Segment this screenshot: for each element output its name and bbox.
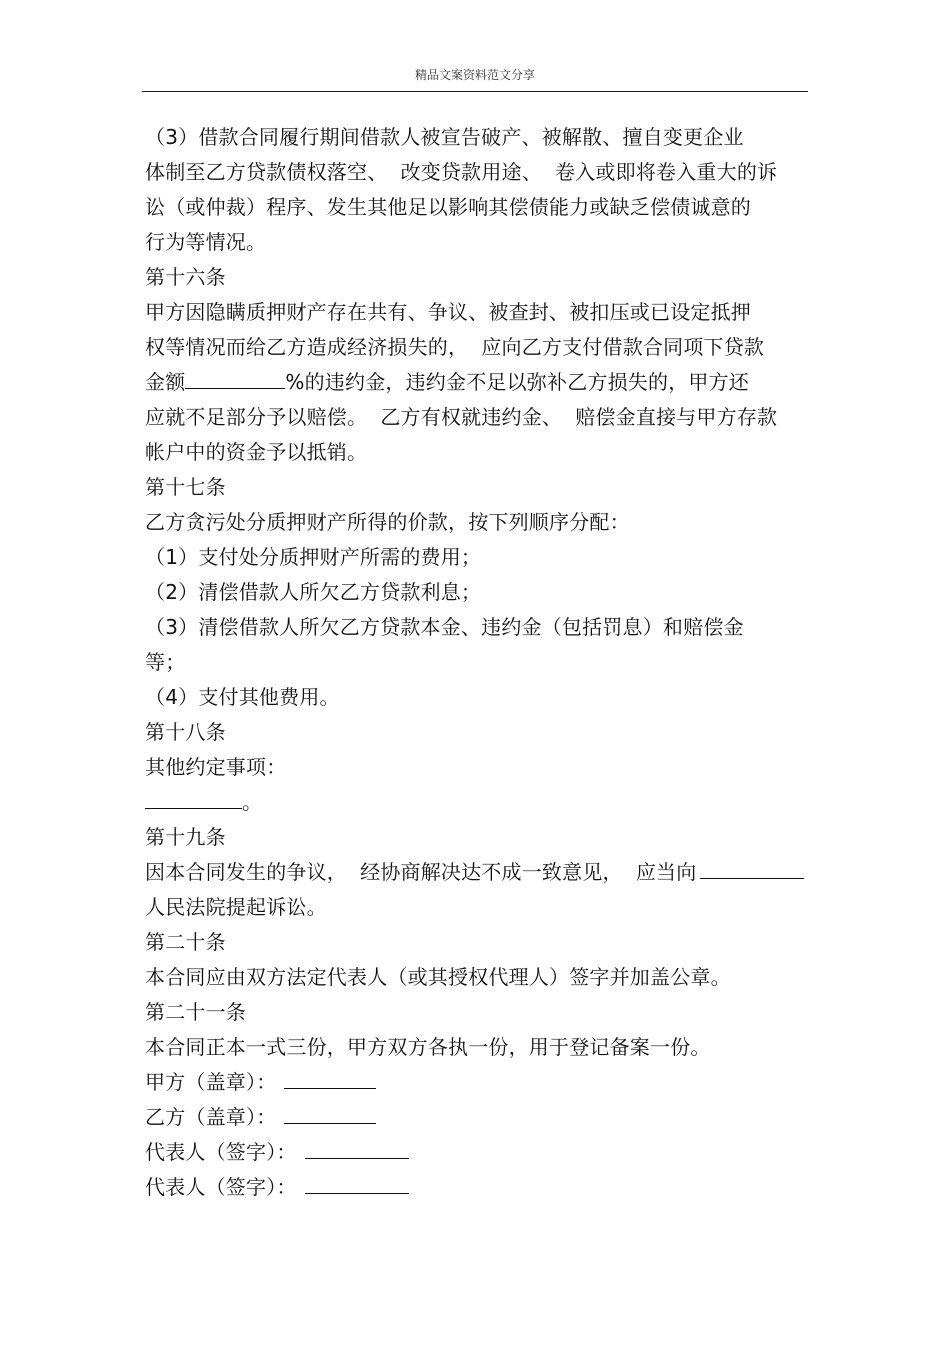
court-name-blank (700, 856, 804, 879)
text-line: 人民法院提起诉讼。 (145, 895, 327, 919)
article-21-heading: 第二十一条 (145, 1000, 246, 1024)
signature-label: 乙方（盖章）： (145, 1105, 277, 1129)
signature-line-party-b (145, 1100, 825, 1135)
article-20-heading: 第二十条 (145, 930, 226, 954)
signature-label: 代表人（签字）： (145, 1140, 297, 1164)
text-line: 其他约定事项： (145, 755, 287, 779)
text-fragment: %的违约金，违约金不足以弥补乙方损失的，甲方还 (285, 370, 750, 394)
signature-label: 甲方（盖章）： (145, 1070, 277, 1094)
signature-blank (284, 1066, 376, 1089)
text-line: 本合同应由双方法定代表人（或其授权代理人）签字并加盖公章。 (145, 965, 731, 989)
dispute-line (145, 855, 825, 890)
text-line: 讼（或仲裁）程序、发生其他足以影响其偿债能力或缺乏偿债诚意的 (145, 195, 751, 219)
text-line: 权等情况而给乙方造成经济损失的， 应向乙方支付借款合同项下贷款 (145, 335, 765, 359)
article-19-heading: 第十九条 (145, 825, 226, 849)
list-item: （1）支付处分质押财产所需的费用； (145, 545, 482, 569)
article-16-heading: 第十六条 (145, 265, 226, 289)
page-header-title: 精品文案资料范文分享 (414, 68, 535, 82)
text-line: 等； (145, 650, 186, 674)
text-fragment: 因本合同发生的争议， 经协商解决达不成一致意见， 应当向 (145, 860, 697, 884)
text-line: 应就不足部分予以赔偿。 乙方有权就违约金、 赔偿金直接与甲方存款 (145, 405, 778, 429)
signature-blank (305, 1171, 409, 1194)
article-17-heading: 第十七条 (145, 475, 226, 499)
signature-line-rep-2 (145, 1170, 825, 1205)
text-line: 体制至乙方贷款债权落空、 改变贷款用途、 卷入或即将卷入重大的诉 (145, 160, 778, 184)
text-line: 本合同正本一式三份，甲方双方各执一份，用于登记备案一份。 (145, 1035, 711, 1059)
text-line: 帐户中的资金予以抵销。 (145, 440, 368, 464)
signature-line-rep-1 (145, 1135, 825, 1170)
text-line: 甲方因隐瞒质押财产存在共有、争议、被查封、被扣压或已设定抵押 (145, 300, 751, 324)
penalty-amount-line (145, 365, 825, 400)
list-item: （2）清偿借款人所欠乙方贷款利息； (145, 580, 482, 604)
list-item: （3）清偿借款人所欠乙方贷款本金、违约金（包括罚息）和赔偿金 (145, 615, 744, 639)
header-divider (142, 91, 808, 92)
article-18-heading: 第十八条 (145, 720, 226, 744)
contract-body (145, 120, 825, 1205)
list-item: （4）支付其他费用。 (145, 685, 340, 709)
other-terms-blank (145, 786, 242, 809)
text-line: （3）借款合同履行期间借款人被宣告破产、被解散、擅自变更企业 (145, 125, 744, 149)
text-line: 乙方贪污处分质押财产所得的价款，按下列顺序分配： (145, 510, 630, 534)
signature-line-party-a (145, 1065, 825, 1100)
signature-label: 代表人（签字）： (145, 1175, 297, 1199)
text-fragment: 金额 (145, 370, 186, 394)
text-line: 行为等情况。 (145, 230, 267, 254)
signature-blank (305, 1136, 409, 1159)
signature-blank (284, 1101, 376, 1124)
other-terms-line (145, 785, 825, 820)
text-fragment: 。 (242, 790, 263, 814)
penalty-rate-blank (185, 366, 285, 389)
